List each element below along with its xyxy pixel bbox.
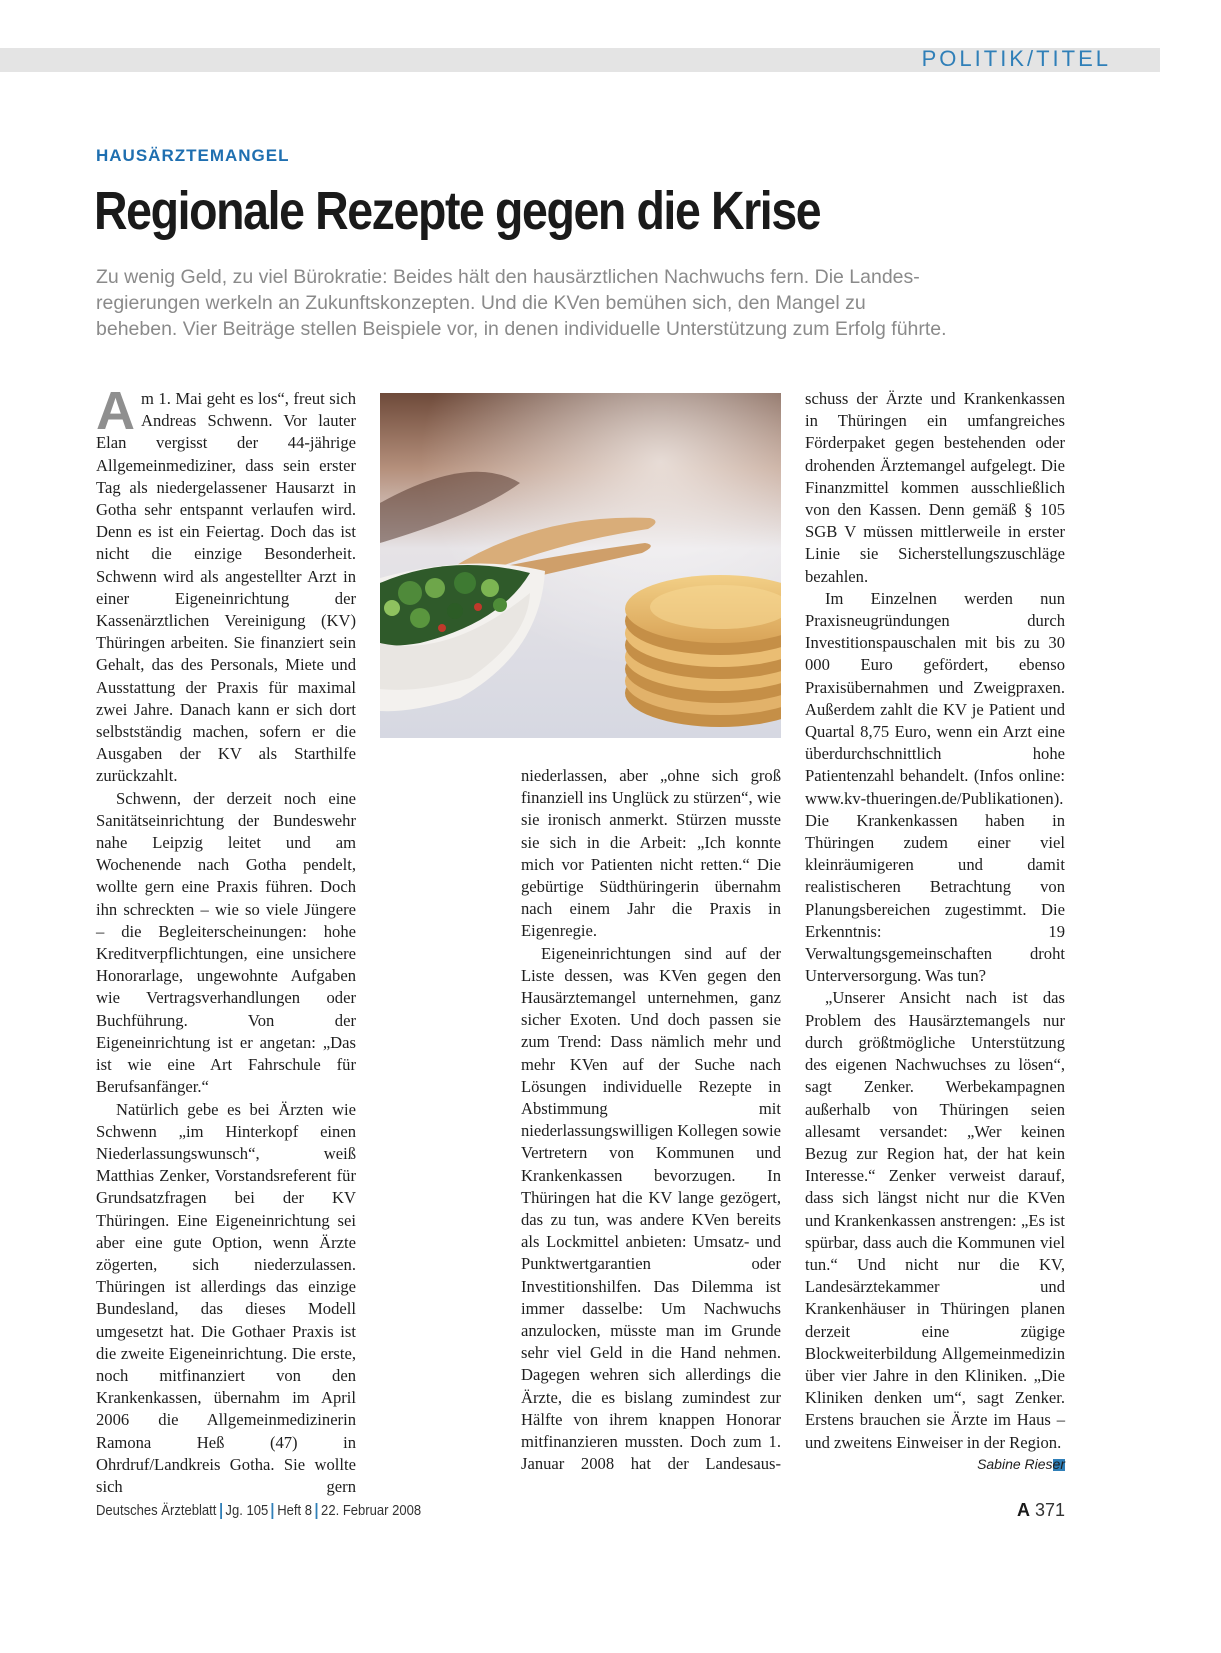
article-title: Regionale Rezepte gegen die Krise [94, 181, 821, 241]
paragraph-text: „Unserer Ansicht nach ist das Problem des Hausärztemangels nur durch größtmögliche Unterstützung des eigenen Nachwuchses zu lösen“, sagt Zenker. Werbekampagnen außerhalb von Thüringen seien allesamt versandet: „Wer keinen Bezug zur Region hat, der hat kein Interesse.“ Zenker verweist darauf, dass sich längst nicht nur die KVen und Krankenkassen anstrengen: „Es ist spürbar, dass auch die Kommunen viel tun.“ Und nicht nur die KV, Landesärztekammer und Krankenhäuser in Thüringen planen derzeit eine zügige Blockweiterbildung Allgemeinmedizin über vier Jahre in den Kliniken. „Die Kliniken denken um“, sagt Zenker. Erstens brauchen sie Ärzte im Haus – und zweitens Einweiser in der Region. [805, 988, 1065, 1452]
issue-date: 22. Februar 2008 [321, 1503, 422, 1519]
plate-stack [625, 575, 781, 727]
photo-illustration [380, 393, 781, 738]
paragraph: niederlassen, aber „ohne sich groß finanziell ins Unglück zu stürzen“, wie sie ironisch anmerkt. Stürzen musste sie sich in die Arbeit: „Ich konnte mich vor Patienten nicht retten.“ Die gebürtige Südthüringerin übernahm nach einem Jahr die Praxis in Eigenregie. [521, 766, 781, 941]
separator [316, 1503, 318, 1519]
text-column-2 [521, 765, 781, 1476]
page-prefix: A [1016, 1500, 1030, 1520]
section-label: POLITIK/TITEL [921, 46, 1111, 71]
author-byline: Sabine Rieser [977, 1456, 1065, 1472]
footer-citation [96, 1503, 421, 1519]
paragraph: Schwenn, der derzeit noch eine Sanitätseinrichtung der Bundeswehr nahe Leipzig leitet und am Wochenende nach Gotha pendelt, wollte gern eine Praxis führen. Doch ihn schreckten – wie so viele Jüngere – die Begleiterscheinungen: hohe Kreditverpflichtungen, eine unsichere Honorarlage, ungewohnte Aufgaben wie Vertragsverhandlungen oder Buchführung. Von der Eigeneinrichtung ist er angetan: „Das ist wie eine Art Fahrschule für Berufsanfänger.“ [96, 788, 356, 1097]
journal-name: Deutsches Ärzteblatt [96, 1503, 217, 1519]
article-kicker: HAUSÄRZTEMANGEL [96, 146, 290, 165]
text-column-3 [805, 388, 1065, 1471]
salad-plates-photo [380, 393, 781, 738]
text-column-1 [96, 381, 356, 1498]
article-lead [96, 264, 1076, 342]
lead-line: regierungen werkeln an Zukunftskonzepten. Und die KVen bemühen sich, den Mangel zu [96, 292, 866, 314]
paragraph [805, 987, 1065, 1453]
separator [220, 1503, 222, 1519]
page-number-value: 371 [1034, 1500, 1065, 1520]
drop-cap: A [96, 381, 135, 441]
paragraph-text: m 1. Mai geht es los“, freut sich Andreas Schwenn. Vor lauter Elan vergisst der 44-jährige Allgemeinmediziner, dass sein erster Tag als niedergelassener Hausarzt in Gotha sehr entspannt verlaufen wird. Denn es ist ein Feiertag. Doch das ist nicht die einzige Besonderheit. Schwenn wird als angestellter Arzt in einer Eigeneinrichtung der Kassenärztlichen Vereinigung (KV) Thüringen arbeiten. Sie finanziert sein Gehalt, das des Personals, Miete und Ausstattung der Praxis für maximal zwei Jahre. Danach kann er sich dort selbstständig machen, sofern er die Ausgaben der KV als Starthilfe zurückzahlt. [96, 389, 356, 786]
lead-line: Zu wenig Geld, zu viel Bürokratie: Beides hält den hausärztlichen Nachwuchs fern. Die Landes- [96, 266, 920, 288]
paragraph [96, 381, 356, 788]
lead-line: beheben. Vier Beiträge stellen Beispiele vor, in denen individuelle Unterstützung zum Erfolg führte. [96, 318, 947, 340]
paragraph: Eigeneinrichtungen sind auf der Liste dessen, was KVen gegen den Hausärztemangel unternehmen, ganz sicher Exoten. Und doch passen sie zum Trend: Dass nämlich mehr und mehr KVen auf der Suche nach Lösungen individuelle Rezepte in Abstimmung mit niederlassungswilligen Kollegen sowie Vertretern von Kommunen und Krankenkassen bevorzugen. In Thüringen hat die KV lange gezögert, das zu tun, was andere KVen bereits als Lockmittel anbieten: Umsatz- und Punktwertgarantien oder Investitionshilfen. Das Dilemma ist immer dasselbe: Um Nachwuchs anzulocken, müsste man im Grunde sehr viel Geld in die Hand nehmen. Dagegen wehren sich allerdings die Ärzte, die es bislang zumindest zur Hälfte von ihrem knappen Honorar mitfinanzieren mussten. Doch zum 1. Januar 2008 hat der Landesaus- [521, 943, 781, 1474]
issue: Heft 8 [277, 1503, 313, 1519]
page-number [1017, 1500, 1065, 1521]
paragraph: Im Einzelnen werden nun Praxisneugründungen durch Investitionspauschalen mit bis zu 30 000 Euro gefördert, ebenso Praxisübernahmen und Zweigpraxen. Außerdem zahlt die KV je Patient und Quartal 8,75 Euro, wenn ein Arzt eine überdurchschnittlich hohe Patientenzahl behandelt. (Infos online: www.kv-thueringen.de/Publikationen). Die Krankenkassen haben in Thüringen zudem einer viel kleinräumigeren und damit realistischeren Betrachtung von Planungsbereichen zugestimmt. Die Erkenntnis: 19 Verwaltungsgemeinschaften droht Unterversorgung. Was tun? [805, 588, 1065, 986]
separator [272, 1503, 274, 1519]
volume: Jg. 105 [225, 1503, 269, 1519]
paragraph: Natürlich gebe es bei Ärzten wie Schwenn „im Hinterkopf einen Niederlassungswunsch“, weiß Matthias Zenker, Vorstandsreferent für Grundsatzfragen bei der KV Thüringen. Eine Eigeneinrichtung sei aber eine gute Option, wenn Ärzte zögerten, sich niederzulassen. Thüringen ist allerdings das einzige Bundesland, das dieses Modell umgesetzt hat. Die Gothaer Praxis ist die zweite Eigeneinrichtung. Die erste, noch mitfinanziert von den Krankenkassen, übernahm im April 2006 die Allgemeinmedizinerin Ramona Heß (47) in Ohrdruf/Landkreis Gotha. Sie wollte sich gern [96, 1099, 356, 1496]
paragraph: schuss der Ärzte und Krankenkassen in Thüringen ein umfangreiches Förderpaket gegen bestehenden oder drohenden Ärztemangel aufgelegt. Die Finanzmittel kommen ausschließlich von den Kassen. Denn gemäß § 105 SGB V müssen mittlerweile in erster Linie sie Sicherstellungszuschläge bezahlen. [805, 389, 1065, 586]
